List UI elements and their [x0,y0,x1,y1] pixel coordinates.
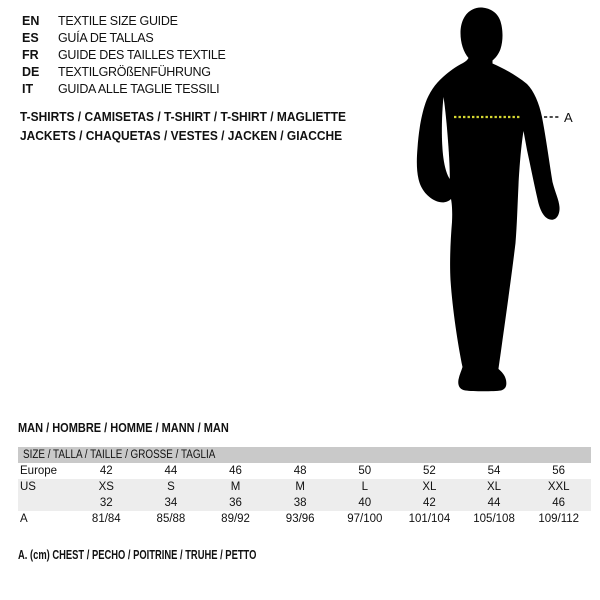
table-cell: S [167,481,175,493]
language-code: EN [22,14,40,28]
table-cell: 56 [552,465,566,477]
category-line-tshirts: T-SHIRTS / CAMISETAS / T-SHIRT / T-SHIRT / MAGLIETTE [20,109,347,124]
table-cell: 85/88 [156,513,186,525]
row-label: Europe [20,465,58,477]
table-cell: XXL [547,481,570,493]
table-cell: 46 [552,497,566,509]
measurement-footnote [18,548,336,562]
language-guide-list [22,13,226,98]
language-row [22,47,226,64]
row-label: A [20,513,28,525]
table-cell: XS [98,481,114,493]
armpit-gap-highlight [442,97,450,179]
table-row-numeric [18,495,591,511]
language-guide-title: TEXTILE SIZE GUIDE [58,14,178,28]
language-row [22,30,226,47]
table-cell: 105/108 [473,513,515,525]
table-cell: L [361,481,369,493]
table-cell: 97/100 [347,513,383,525]
size-table-header [18,447,591,463]
language-row [22,13,226,30]
table-row-us [18,479,591,495]
table-cell: 101/104 [408,513,451,525]
table-cell: XL [422,481,437,493]
table-cell: 93/96 [285,513,315,525]
table-cell: 44 [487,497,501,509]
language-code: ES [22,31,39,45]
language-guide-title: TEXTILGRÖßENFÜHRUNG [58,65,211,79]
category-line-jackets: JACKETS / CHAQUETAS / VESTES / JACKEN / GIACCHE [20,127,343,143]
row-label: US [20,481,36,493]
table-cell: 42 [423,497,436,509]
table-cell: M [295,481,305,493]
table-cell: 36 [229,497,242,509]
table-row-chest-cm [18,511,591,527]
section-title-text: MAN / HOMBRE / HOMME / MANN / MAN [18,421,229,435]
measure-label-a: A [564,110,573,125]
table-cell: 44 [164,465,178,477]
language-guide-title: GUÍA DE TALLAS [58,31,154,45]
row-label [18,495,74,511]
language-guide-title: GUIDE DES TAILLES TEXTILE [58,48,226,62]
language-code: DE [22,65,40,79]
table-cell: 109/112 [538,513,580,525]
table-cell: M [230,481,241,493]
table-cell: 54 [487,465,501,477]
man-silhouette [417,8,560,392]
measurement-footnote-text: A. (cm) CHEST / PECHO / POITRINE / TRUHE / PETTO [18,548,257,562]
table-cell: 42 [99,465,113,477]
table-cell: 52 [423,465,436,477]
table-row-europe [18,463,591,479]
language-guide-title: GUIDA ALLE TAGLIE TESSILI [58,82,220,96]
language-row [22,64,226,81]
size-table [18,447,591,527]
table-cell: 40 [358,497,372,509]
category-headings [20,108,374,145]
table-cell: 48 [293,465,307,477]
table-cell: 32 [99,497,113,509]
table-cell: XL [487,481,502,493]
table-cell: 89/92 [221,513,250,525]
table-cell: 46 [229,465,242,477]
section-title-man [18,421,258,435]
language-code: FR [22,48,39,62]
table-cell: 81/84 [91,513,121,525]
size-table-header-text: SIZE / TALLA / TAILLE / GRÖSSE / TAGLIA [23,449,216,461]
table-cell: 34 [164,497,178,509]
language-row [22,81,226,98]
language-code: IT [22,82,34,96]
table-cell: 50 [358,465,372,477]
table-cell: 38 [293,497,307,509]
